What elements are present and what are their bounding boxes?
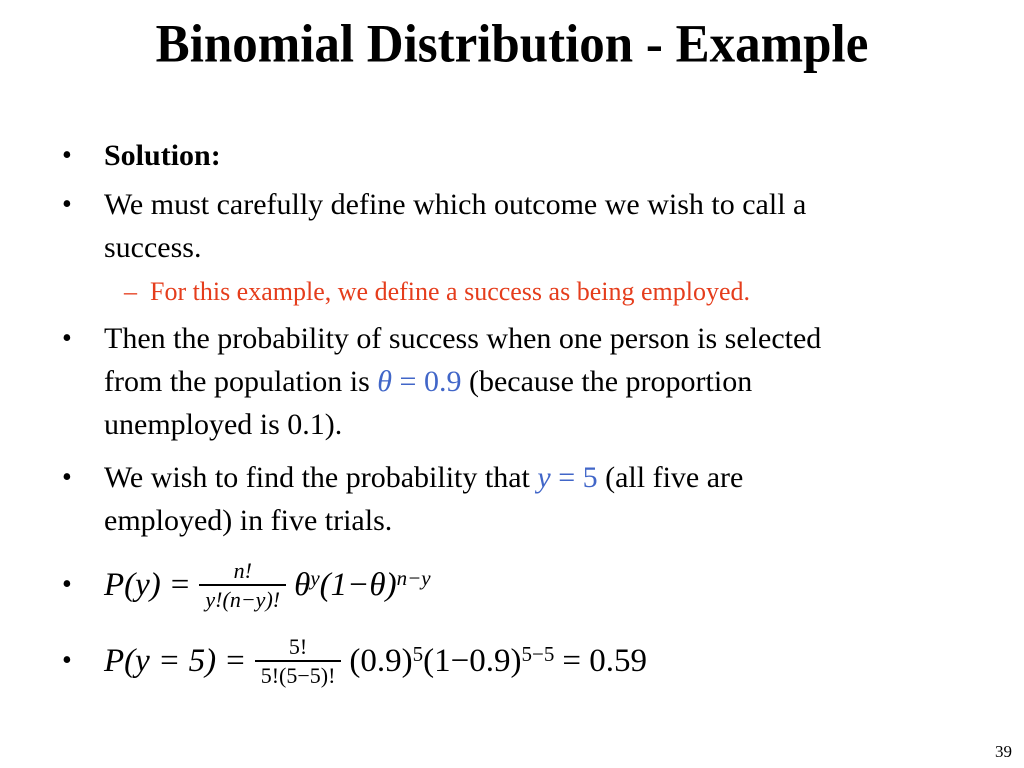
formula-example-expression <box>104 628 647 694</box>
failure-prob-term <box>423 643 554 680</box>
text-line: employed) in five trials. <box>104 504 393 537</box>
bullet-icon: • <box>62 323 72 354</box>
formula-general-expression <box>104 552 431 618</box>
sub-bullet-example <box>124 275 970 309</box>
y-value <box>537 461 597 494</box>
theta-power-term <box>294 567 320 604</box>
term-exponent: y <box>310 566 320 591</box>
text-segment: (because the proportion <box>461 365 753 398</box>
bullet-icon: • <box>62 140 72 171</box>
text-line: unemployed is 0.1). <box>104 408 343 441</box>
term-base: (1−θ) <box>319 566 397 603</box>
text-segment: (all five are <box>597 461 744 494</box>
formula-general <box>58 552 970 618</box>
theta-value <box>377 365 461 398</box>
text-line: Then the probability of success when one person is selected <box>104 322 822 355</box>
bullet-probability-success-text <box>104 317 821 446</box>
formula-result: = 0.59 <box>562 642 647 679</box>
text-line <box>104 360 821 403</box>
formula-lhs: P(y = 5) <box>104 642 217 679</box>
theta-symbol: θ <box>377 365 393 398</box>
term-base: (1−0.9) <box>423 642 522 679</box>
bullet-solution <box>58 134 970 177</box>
bullet-icon: • <box>62 189 72 220</box>
fraction-numerator: 5! <box>288 634 308 659</box>
y-symbol: y <box>537 461 551 494</box>
fraction-denominator: 5!(5−5)! <box>255 660 342 689</box>
bullet-define-success <box>58 183 970 269</box>
bullet-find-probability-text <box>104 456 743 542</box>
sub-bullet-example-text: For this example, we define a success as being employed. <box>150 277 750 306</box>
formula-lhs: P(y) <box>104 566 161 603</box>
bullet-icon: • <box>62 462 72 493</box>
fraction <box>199 557 286 613</box>
fraction-denominator: y!(n−y)! <box>199 584 286 613</box>
success-prob-term <box>349 643 423 680</box>
y-equals-value: = 5 <box>550 461 598 494</box>
dash-icon: – <box>124 277 137 306</box>
term-base: θ <box>294 566 311 603</box>
text-line <box>104 456 743 499</box>
fraction-numerator: n! <box>233 558 252 583</box>
formula-example <box>58 628 970 694</box>
text-line: success. <box>104 231 202 264</box>
term-exponent: 5 <box>412 642 424 667</box>
slide-body <box>58 134 970 694</box>
equals-sign: = <box>170 566 190 603</box>
term-exponent: 5−5 <box>521 642 555 667</box>
term-base: (0.9) <box>349 642 413 679</box>
bullet-define-success-text <box>104 183 806 269</box>
bullet-solution-text: Solution: <box>104 139 221 172</box>
equals-sign: = <box>226 642 245 679</box>
bullet-icon: • <box>62 645 72 676</box>
theta-equals-value: = 0.9 <box>392 365 462 398</box>
fraction <box>255 633 342 689</box>
term-exponent: n−y <box>396 566 431 591</box>
slide-title: Binomial Distribution - Example <box>155 14 869 75</box>
text-line: We must carefully define which outcome we wish to call a <box>104 188 807 221</box>
bullet-icon: • <box>62 569 72 600</box>
bullet-find-probability <box>58 456 970 542</box>
text-segment: from the population is <box>104 365 378 398</box>
page-number: 39 <box>995 742 1012 761</box>
one-minus-theta-term <box>320 567 431 604</box>
bullet-probability-success <box>58 317 970 446</box>
text-segment: We wish to find the probability that <box>104 461 538 494</box>
